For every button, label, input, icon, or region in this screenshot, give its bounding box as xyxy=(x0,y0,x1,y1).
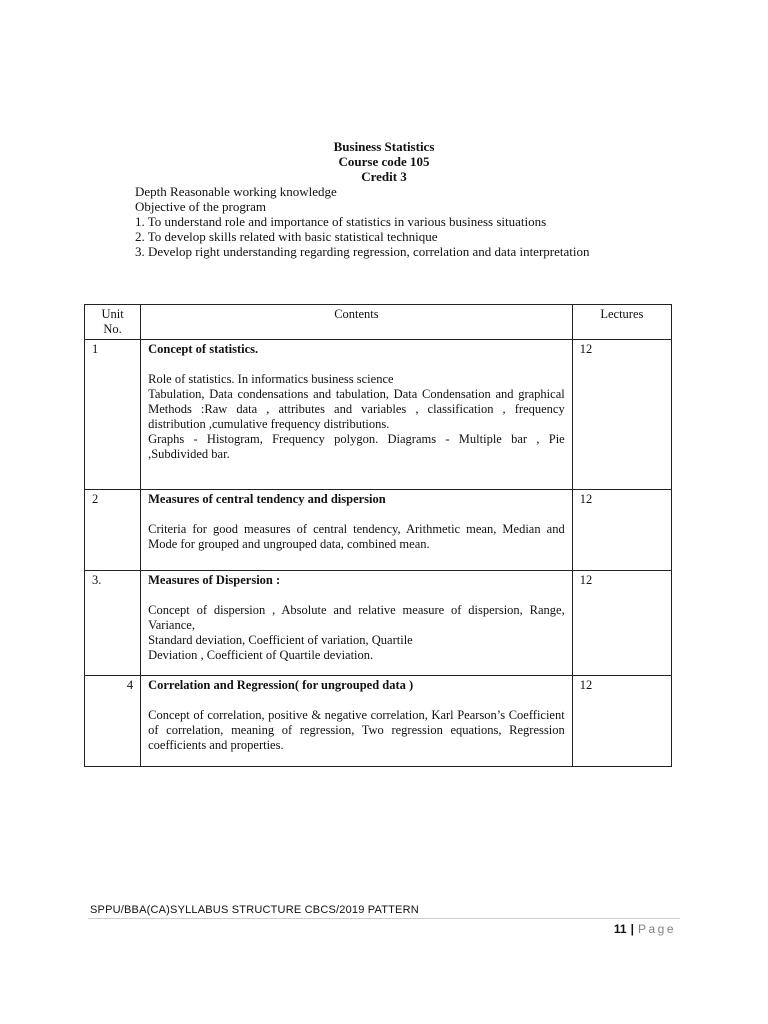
unit-number: 4 xyxy=(85,676,141,767)
content-line: Tabulation, Data condensations and tabulation, Data Condensation and graphical Methods :Raw data , attributes and variables , classification , frequency distribution ,cumulative frequency distributions. xyxy=(148,387,565,431)
unit-contents xyxy=(141,676,573,767)
footer-title: SPPU/BBA(CA)SYLLABUS STRUCTURE CBCS/2019 PATTERN xyxy=(90,904,419,916)
table-row xyxy=(85,490,672,571)
lecture-count: 12 xyxy=(572,490,671,571)
table-row xyxy=(85,676,672,767)
depth-text: Depth Reasonable working knowledge xyxy=(135,184,337,199)
table-row xyxy=(85,340,672,490)
page-indicator xyxy=(614,922,676,936)
unit-number: 1 xyxy=(85,340,141,490)
page-number: 11 xyxy=(613,922,627,936)
objective-item: 2. To develop skills related with basic statistical technique xyxy=(135,229,438,244)
content-line: Standard deviation, Coefficient of variation, Quartile xyxy=(148,633,413,647)
course-code: Course code 105 xyxy=(338,154,430,169)
unit-contents xyxy=(141,340,573,490)
unit-title: Concept of statistics. xyxy=(148,342,259,356)
content-line: Role of statistics. In informatics business science xyxy=(148,372,394,386)
content-line: Concept of correlation, positive & negative correlation, Karl Pearson’s Coefficient of correlation, meaning of regression, Two regression equations, Regression coefficients and properties. xyxy=(148,708,565,752)
page-separator: | xyxy=(630,922,634,936)
table-header-row xyxy=(85,305,672,340)
content-line: Concept of dispersion , Absolute and relative measure of dispersion, Range, Variance, xyxy=(148,603,565,632)
unit-contents xyxy=(141,490,573,571)
footer-divider xyxy=(88,918,680,919)
objective-item: 1. To understand role and importance of statistics in various business situations xyxy=(135,214,547,229)
course-credit: Credit 3 xyxy=(361,169,407,184)
column-header-unit: Unit No. xyxy=(85,305,141,340)
unit-number: 2 xyxy=(85,490,141,571)
unit-number: 3. xyxy=(85,571,141,676)
objective-item: 3. Develop right understanding regarding regression, correlation and data interpretation xyxy=(135,244,590,259)
lecture-count: 12 xyxy=(572,571,671,676)
unit-contents xyxy=(141,571,573,676)
unit-title: Correlation and Regression( for ungrouped data ) xyxy=(148,678,414,692)
page-label: Page xyxy=(637,922,676,936)
lecture-count: 12 xyxy=(572,340,671,490)
content-line: Deviation , Coefficient of Quartile deviation. xyxy=(148,648,374,662)
unit-title: Measures of Dispersion : xyxy=(148,573,281,587)
syllabus-table xyxy=(84,304,672,767)
course-title: Business Statistics xyxy=(333,139,435,154)
lecture-count: 12 xyxy=(572,676,671,767)
column-header-lectures: Lectures xyxy=(572,305,671,340)
column-header-contents: Contents xyxy=(141,305,573,340)
unit-title: Measures of central tendency and dispersion xyxy=(148,492,386,506)
table-row xyxy=(85,571,672,676)
objective-heading: Objective of the program xyxy=(135,199,267,214)
content-line: Criteria for good measures of central tendency, Arithmetic mean, Median and Mode for grouped and ungrouped data, combined mean. xyxy=(148,522,565,551)
content-line: Graphs - Histogram, Frequency polygon. Diagrams - Multiple bar , Pie ,Subdivided bar. xyxy=(148,432,565,461)
